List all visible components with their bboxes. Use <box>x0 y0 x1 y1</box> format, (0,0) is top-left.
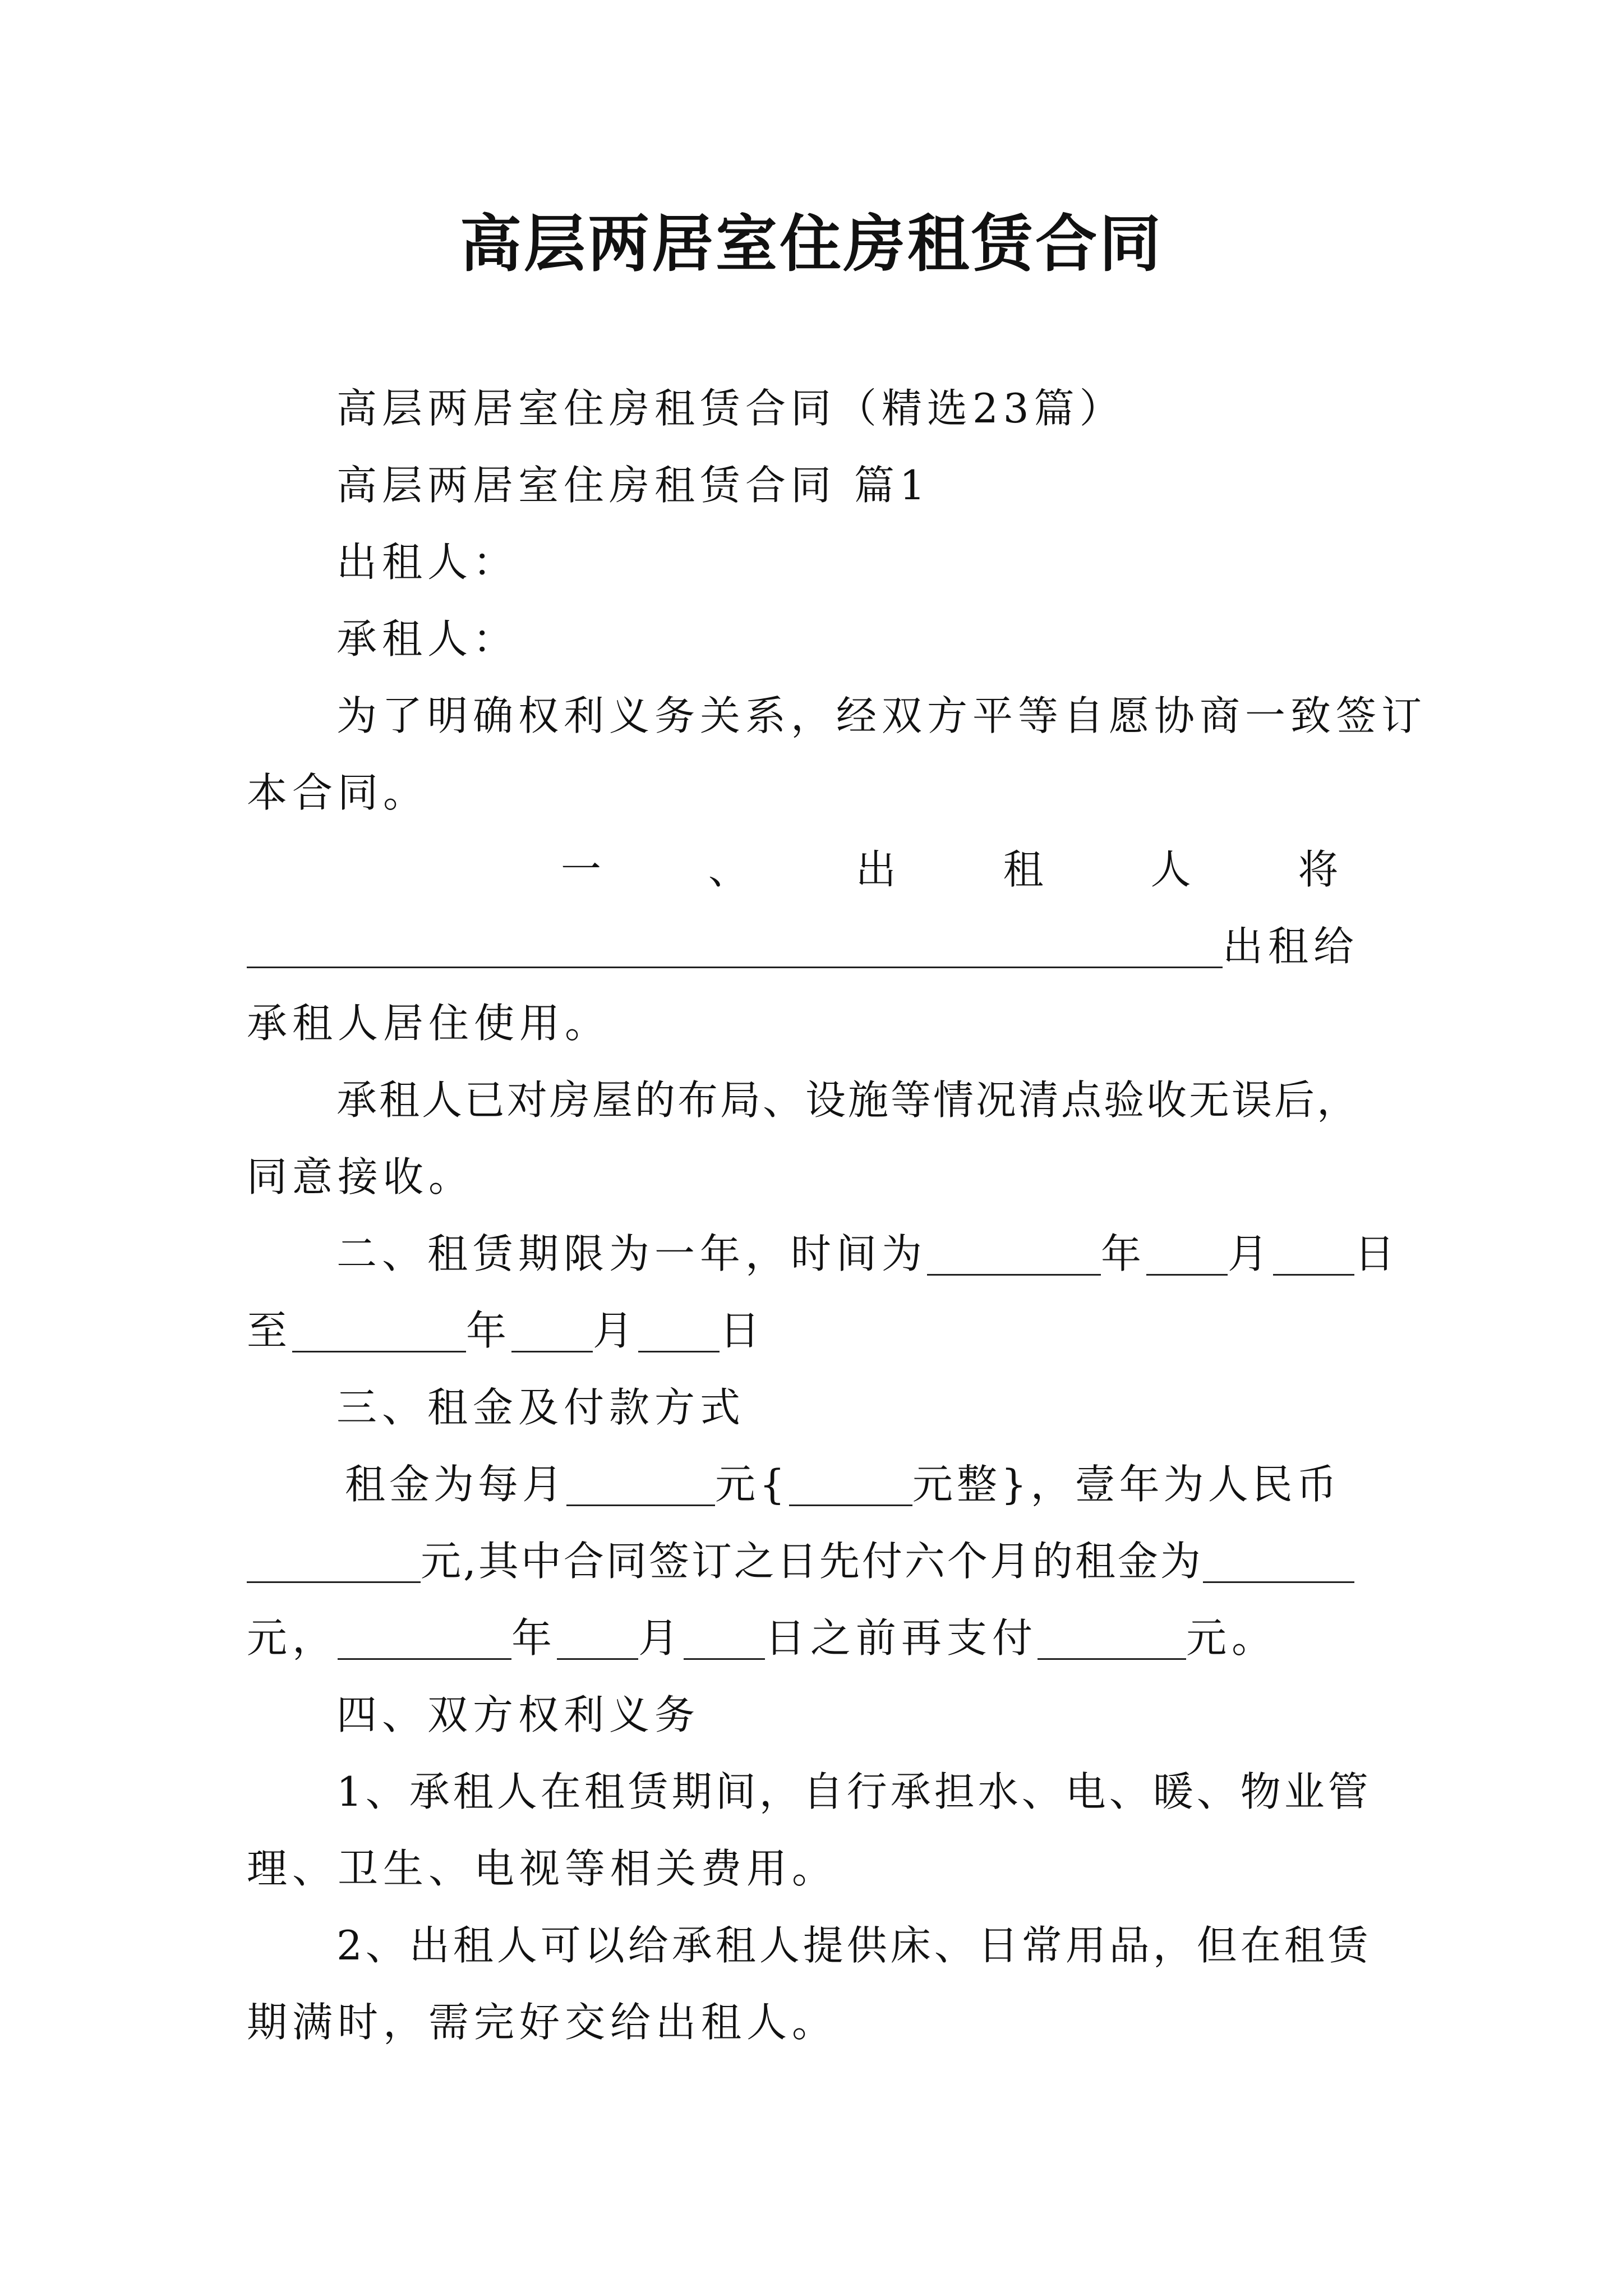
pay-year-label: 年 <box>511 1614 557 1662</box>
accept-line1: 承租人已对房屋的布局、设施等情况清点验收无误后， <box>336 1076 1360 1124</box>
start-day-label: 日 <box>1354 1230 1400 1277</box>
end-month-label: 月 <box>593 1307 639 1354</box>
start-year-label: 年 <box>1101 1230 1147 1277</box>
clause1-line1: 一 、 出 租 人 将 <box>561 846 1344 893</box>
subtitle: 高层两居室住房租赁合同（精选23篇） <box>336 385 1125 432</box>
clause2-prefix: 二、租赁期限为一年，时间为 <box>336 1230 928 1277</box>
accept-line2: 同意接收。 <box>247 1153 474 1200</box>
clause2-line1 <box>247 1216 1400 1292</box>
rent-line2-mid: 元,其中合同签订之日先付六个月的租金为 <box>421 1538 1203 1585</box>
lessor-label: 出租人： <box>336 539 519 586</box>
pay-month-label: 月 <box>638 1614 684 1662</box>
intro-line1: 为了明确权利义务关系，经双方平等自愿协商一致签订 <box>336 692 1427 739</box>
item2-line2: 期满时，需完好交给出租人。 <box>247 1999 838 2046</box>
clause2-line2 <box>247 1292 1391 1369</box>
rent-yuan: 元{ <box>715 1461 789 1508</box>
rent-yuan-whole: 元整}，壹年为人民币 <box>912 1461 1341 1508</box>
end-year-label: 年 <box>466 1307 512 1354</box>
clause1-line2 <box>247 908 1391 985</box>
rent-line1 <box>247 1446 1391 1523</box>
item2-line1: 2、出租人可以给承租人提供床、日常用品，但在租赁 <box>336 1922 1372 1969</box>
document-body <box>247 370 1427 2061</box>
start-month-label: 月 <box>1228 1230 1274 1277</box>
start-year-blank[interactable] <box>927 1229 1101 1276</box>
section-heading: 高层两居室住房租赁合同 篇1 <box>336 462 930 509</box>
item1-line1: 1、承租人在租赁期间，自行承担水、电、暖、物业管 <box>336 1768 1372 1815</box>
clause1-line2-tail: 出租给 <box>1223 923 1359 970</box>
document-title: 高层两居室住房租赁合同 <box>460 208 1163 280</box>
intro-line2: 本合同。 <box>247 769 429 816</box>
rent-line2 <box>247 1523 1391 1600</box>
balance-amount-blank[interactable] <box>1038 1613 1186 1660</box>
pay-year-blank[interactable] <box>338 1613 511 1660</box>
rent-monthly-prefix: 租金为每月 <box>345 1461 567 1508</box>
rent-line3-end: 元。 <box>1186 1614 1278 1662</box>
clause3-heading: 三、租金及付款方式 <box>336 1384 746 1431</box>
rent-day-before: 日之前再支付 <box>765 1614 1038 1662</box>
monthly-rent-blank[interactable] <box>566 1460 715 1506</box>
monthly-rent-words-blank[interactable] <box>789 1460 912 1506</box>
property-address-blank[interactable] <box>247 922 1223 968</box>
start-day-blank[interactable] <box>1273 1229 1354 1276</box>
clause1-line3: 承租人居住使用。 <box>247 1000 611 1047</box>
end-month-blank[interactable] <box>511 1306 593 1352</box>
item1-line2: 理、卫生、电视等相关费用。 <box>247 1845 838 1892</box>
pay-month-blank[interactable] <box>557 1613 638 1660</box>
clause2-to: 至 <box>247 1307 293 1354</box>
pay-day-blank[interactable] <box>684 1613 765 1660</box>
end-day-blank[interactable] <box>638 1306 720 1352</box>
annual-rent-blank[interactable] <box>247 1536 421 1583</box>
end-day-label: 日 <box>720 1307 766 1354</box>
start-month-blank[interactable] <box>1146 1229 1228 1276</box>
six-month-rent-blank[interactable] <box>1203 1536 1354 1583</box>
lessee-label: 承租人： <box>336 615 519 662</box>
rent-line3-start: 元， <box>247 1614 338 1662</box>
end-year-blank[interactable] <box>292 1306 466 1352</box>
rent-line3 <box>247 1600 1391 1677</box>
clause4-heading: 四、双方权利义务 <box>336 1691 700 1738</box>
